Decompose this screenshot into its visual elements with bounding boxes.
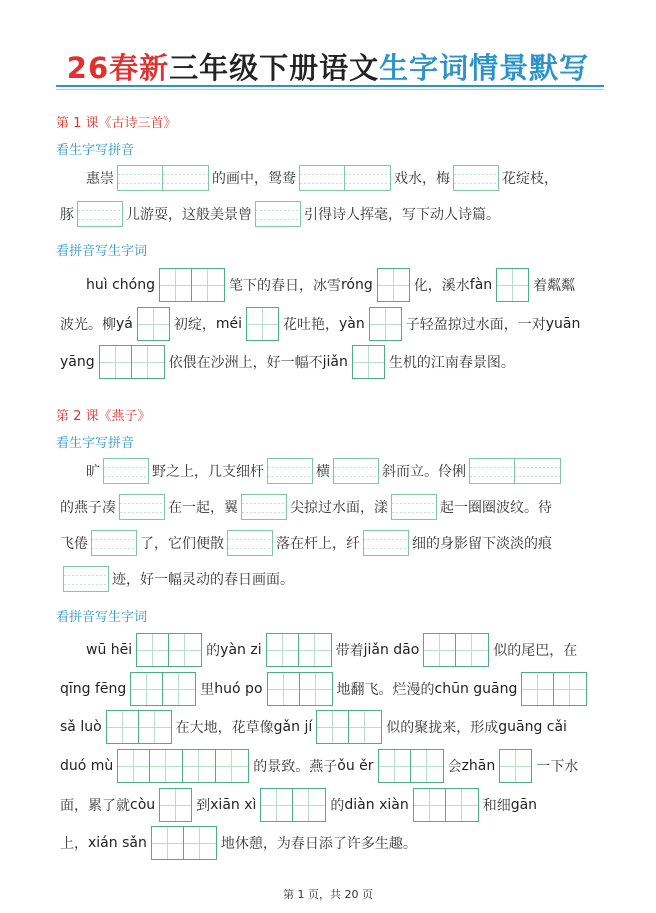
pinyin-answer-box[interactable]	[391, 494, 437, 520]
sentence-text: 了，它们便散	[140, 536, 224, 552]
pinyin-prompt: xián sǎn	[88, 835, 147, 851]
sentence-text: 惠崇	[86, 171, 114, 187]
sentence-text: 横	[316, 464, 330, 480]
sentence-text: 儿游耍，这般美景曾	[126, 207, 252, 223]
sentence-text: 波光。柳	[60, 317, 116, 333]
sentence-text: 带着	[335, 643, 364, 659]
sentence-text: 旷	[86, 464, 100, 480]
sentence-text: 笔下的春日，冰雪	[228, 278, 341, 294]
pinyin-answer-box[interactable]	[91, 530, 137, 556]
character-answer-box[interactable]	[266, 633, 332, 667]
pinyin-answer-box[interactable]	[299, 165, 391, 191]
sentence-text: 的	[206, 643, 221, 659]
pinyin-answer-box[interactable]	[227, 530, 273, 556]
sentence-text: 生机的江南春景图。	[388, 355, 515, 371]
page-title	[0, 46, 656, 87]
exercise-line	[60, 788, 537, 822]
pinyin-prompt: jiǎn	[322, 354, 348, 370]
character-answer-box[interactable]	[413, 788, 479, 822]
pinyin-prompt: sǎ luò	[60, 719, 102, 735]
sentence-text: 化，溪水	[413, 278, 470, 294]
page-number: 第 1 页，共 20 页	[283, 888, 373, 901]
sentence-text: 会	[447, 759, 462, 775]
sentence-text: 花吐艳，	[283, 317, 340, 333]
exercise-line	[60, 633, 577, 667]
lesson-2-section-pinyin: 看生字写拼音	[56, 436, 135, 451]
sentence-text: 的	[330, 798, 345, 814]
sentence-text: 细的身影留下淡淡的痕	[412, 536, 552, 552]
pinyin-prompt: xiān xì	[210, 797, 257, 813]
exercise-line	[60, 458, 564, 484]
sentence-text: 到	[196, 798, 211, 814]
pinyin-answer-box[interactable]	[119, 494, 165, 520]
character-answer-box[interactable]	[267, 672, 333, 706]
sentence-text: 引得诗人挥毫，写下动人诗篇。	[304, 207, 500, 223]
sentence-text: 地翻飞。烂漫的	[336, 682, 435, 698]
pinyin-answer-box[interactable]	[63, 566, 109, 592]
pinyin-prompt: duó mù	[60, 758, 114, 774]
title-rule	[56, 85, 604, 87]
pinyin-prompt: yāng	[60, 354, 95, 370]
exercise-line	[60, 749, 578, 783]
sentence-text: 起一圈圈波纹。待	[440, 500, 552, 516]
sentence-text: 野之上，几支细杆	[152, 464, 264, 480]
pinyin-answer-box[interactable]	[469, 458, 561, 484]
sentence-text: 似的聚拢来，形成	[386, 720, 499, 736]
character-answer-box[interactable]	[99, 345, 165, 379]
pinyin-answer-box[interactable]	[77, 201, 123, 227]
sentence-text: 和细	[482, 798, 511, 814]
lesson-1-section-pinyin: 看生字写拼音	[56, 143, 135, 158]
pinyin-prompt: qīng fēng	[60, 681, 127, 697]
character-answer-box[interactable]	[378, 749, 444, 783]
exercise-line	[60, 710, 567, 744]
character-answer-box[interactable]	[117, 749, 249, 783]
pinyin-prompt: wū hēi	[86, 642, 133, 658]
pinyin-prompt: yàn	[339, 316, 365, 332]
pinyin-prompt: yá	[116, 316, 133, 332]
sentence-text: 依偎在沙洲上，好一幅不	[168, 355, 323, 371]
exercise-line	[60, 201, 500, 227]
pinyin-prompt: chūn guāng	[434, 681, 518, 697]
pinyin-prompt: méi	[215, 316, 243, 332]
character-answer-box[interactable]	[369, 307, 402, 341]
character-answer-box[interactable]	[377, 268, 410, 302]
character-answer-box[interactable]	[151, 826, 217, 860]
pinyin-prompt: huì chóng	[86, 277, 155, 293]
sentence-text: 在一起，翼	[168, 500, 238, 516]
character-answer-box[interactable]	[499, 749, 532, 783]
lesson-2-heading: 第 2 课《燕子》	[56, 409, 151, 424]
sentence-text: 着粼粼	[533, 278, 576, 294]
pinyin-prompt: diàn xiàn	[344, 797, 409, 813]
character-answer-box[interactable]	[136, 633, 202, 667]
sentence-text: 里	[200, 682, 215, 698]
sentence-text: 尖掠过水面，漾	[290, 500, 388, 516]
character-answer-box[interactable]	[246, 307, 279, 341]
exercise-line	[60, 345, 515, 379]
character-answer-box[interactable]	[521, 672, 587, 706]
sentence-text: 似的尾巴，在	[493, 643, 578, 659]
character-answer-box[interactable]	[106, 710, 172, 744]
sentence-text: 落在杆上，纤	[276, 536, 360, 552]
sentence-text: 花绽枝，	[502, 171, 558, 187]
character-answer-box[interactable]	[159, 268, 225, 302]
character-answer-box[interactable]	[496, 268, 529, 302]
exercise-line	[60, 672, 591, 706]
exercise-line	[60, 268, 575, 302]
sentence-text: 上，	[60, 836, 88, 852]
pinyin-prompt: huó po	[214, 681, 263, 697]
pinyin-prompt: còu	[130, 797, 156, 813]
character-answer-box[interactable]	[137, 307, 170, 341]
exercise-line	[60, 494, 552, 520]
pinyin-prompt: yuān	[545, 316, 581, 332]
character-answer-box[interactable]	[260, 788, 326, 822]
exercise-line	[60, 530, 552, 556]
sentence-text: 迹，好一幅灵动的春日画面。	[112, 572, 294, 588]
sentence-text: 面，累了就	[60, 798, 130, 814]
exercise-line	[60, 826, 417, 860]
pinyin-prompt: róng	[340, 277, 373, 293]
exercise-line	[60, 566, 294, 592]
pinyin-prompt: zhān	[461, 758, 496, 774]
title-part-black: 三年级下册语文	[169, 51, 380, 85]
title-rule-thin	[56, 89, 604, 90]
pinyin-answer-box[interactable]	[363, 530, 409, 556]
pinyin-answer-box[interactable]	[117, 165, 209, 191]
pinyin-answer-box[interactable]	[267, 458, 313, 484]
character-answer-box[interactable]	[316, 710, 382, 744]
sentence-text: 的燕子凑	[60, 500, 116, 516]
exercise-line	[60, 165, 558, 191]
pinyin-prompt: ǒu ěr	[337, 758, 374, 774]
pinyin-prompt: jiǎn dāo	[363, 642, 420, 658]
sentence-text: 斜而立。伶俐	[382, 464, 466, 480]
lesson-2-section-characters: 看拼音写生字词	[56, 610, 148, 625]
character-answer-box[interactable]	[423, 633, 489, 667]
pinyin-answer-box[interactable]	[255, 201, 301, 227]
pinyin-answer-box[interactable]	[453, 165, 499, 191]
character-answer-box[interactable]	[159, 788, 192, 822]
character-answer-box[interactable]	[130, 672, 196, 706]
character-answer-box[interactable]	[352, 345, 385, 379]
sentence-text: 豚	[60, 207, 74, 223]
title-part-red: 26春新	[66, 51, 170, 85]
pinyin-answer-box[interactable]	[333, 458, 379, 484]
pinyin-answer-box[interactable]	[103, 458, 149, 484]
lesson-1-section-characters: 看拼音写生字词	[56, 244, 148, 259]
sentence-text: 飞倦	[60, 536, 88, 552]
pinyin-prompt: gān	[510, 797, 538, 813]
sentence-text: 的景致。燕子	[253, 759, 338, 775]
pinyin-prompt: fàn	[469, 277, 493, 293]
sentence-text: 在大地，花草像	[175, 720, 274, 736]
pinyin-prompt: yàn zi	[220, 642, 262, 658]
pinyin-prompt: gǎn jí	[273, 719, 313, 735]
sentence-text: 的画中，鸳鸯	[212, 171, 296, 187]
title-part-blue: 生字词情景默写	[379, 51, 590, 85]
sentence-text: 戏水，梅	[394, 171, 450, 187]
exercise-line	[60, 307, 580, 341]
lesson-1-heading: 第 1 课《古诗三首》	[56, 116, 177, 131]
sentence-text: 一下水	[536, 759, 579, 775]
pinyin-answer-box[interactable]	[241, 494, 287, 520]
sentence-text: 子轻盈掠过水面，一对	[405, 317, 546, 333]
sentence-text: 地休憩，为春日添了许多生趣。	[220, 836, 417, 852]
pinyin-prompt: guāng cǎi	[498, 719, 567, 735]
sentence-text: 初绽，	[173, 317, 216, 333]
